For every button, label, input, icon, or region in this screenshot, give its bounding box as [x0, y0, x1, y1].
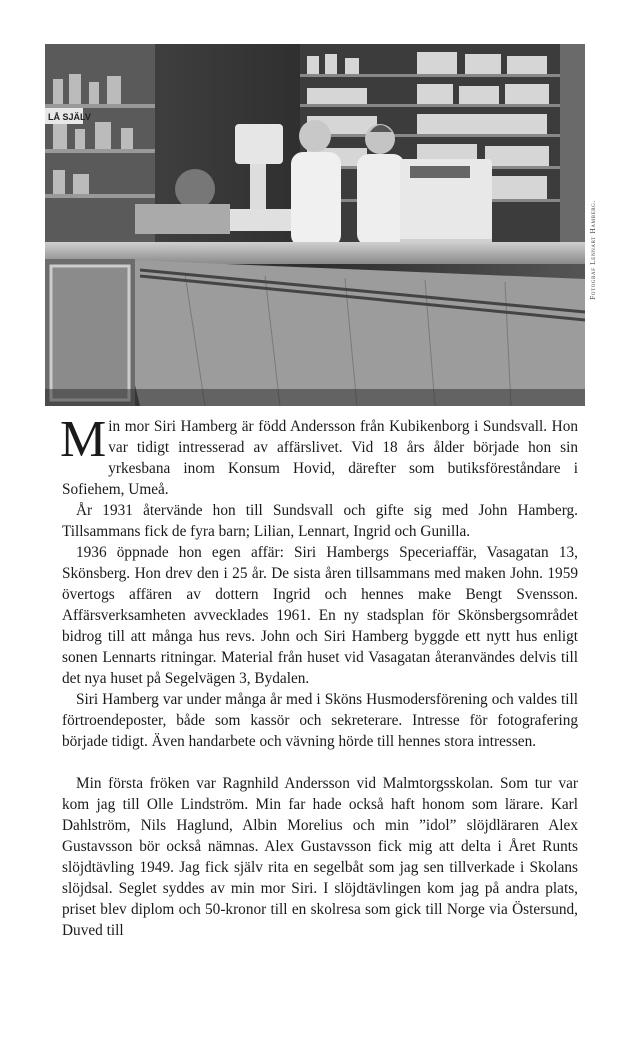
- paragraph-2: År 1931 återvände hon till Sundsvall och gifte sig med John Hamberg. Tillsammans fick de fyra barn; Lilian, Lennart, Ingrid och Gunilla.: [62, 502, 578, 540]
- drop-cap: M: [60, 411, 107, 468]
- shop-photograph: [45, 44, 585, 406]
- paragraph-4: Siri Hamberg var under många år med i Sköns Husmodersförening och valdes till förtroendeposter, både som kassör och sekreterare. Intresse för fotografering började tidigt. Även handarbete och vävning hörde till hennes stora intressen.: [62, 691, 578, 750]
- paragraph-5: Min första fröken var Ragnhild Andersson vid Malmtorgsskolan. Som tur var kom jag till Olle Lindström. Min far hade också haft honom som lärare. Karl Dahlström, Nils Haglund, Albin Morelius och min ”idol” slöjdläraren Alex Gustavsson bör också nämnas. Alex Gustavsson fick mig att delta i Året Runts slöjdtävling 1949. Jag fick själv rita en segelbåt som jag sen tillverkade i Skolans slöjdsal. Seglet syddes av min mor Siri. I slöjdtävlingen kom jag på andra plats, priset blev diplom och 50-kronor till en skolresa som gick till Norge via Östersund, Duved till: [62, 775, 578, 939]
- body-text: [60, 411, 578, 941]
- paragraph-3: 1936 öppnade hon egen affär: Siri Hambergs Speceriaffär, Vasagatan 13, Skönsberg. Hon drev den i 25 år. De sista åren tillsammans med maken John. 1959 övertogs affären av dottern Ingrid och hennes make Bengt Svensson. Affärsverksamheten avvecklades 1961. En ny stadsplan för Skönsbergsområdet bidrog till att många hus revs. John och Siri Hamberg byggde ett nytt hus enligt sonen Lennarts ritningar. Material från huset vid Vasagatan återanvändes delvis till det nya huset på Segelvägen 3, Bydalen.: [62, 544, 578, 687]
- shelf-sign: LÅ SJÄLV: [48, 112, 91, 122]
- paragraph-1: Min mor Siri Hamberg är född Andersson från Kubikenborg i Sundsvall. Hon var tidigt intresserad av affärslivet. Vid 18 års ålder började hon sin yrkesbana inom Konsum Hovid, därefter som butiksföreståndare i Sofiehem, Umeå.: [60, 411, 578, 498]
- photo-credit: Fotograf Lennart Hamberg.: [588, 200, 597, 300]
